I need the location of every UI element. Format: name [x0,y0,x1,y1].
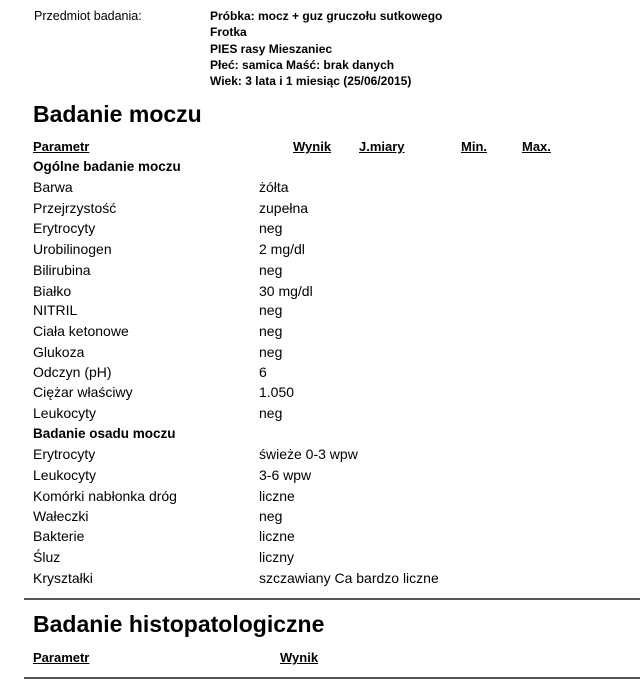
row-param: NITRIL [33,302,78,318]
row-param: Komórki nabłonka dróg [33,488,177,504]
col-header-max: Max. [522,139,551,154]
row-param: Ciężar właściwy [33,384,133,400]
group-title-sediment: Badanie osadu moczu [33,426,176,441]
row-value: 6 [259,364,267,380]
col-header-result: Wynik [293,139,332,154]
section-bottom-rule [24,677,640,679]
row-value: liczne [259,528,295,544]
row-param: Erytrocyty [33,220,96,236]
sex-color-line: Płeć: samica Maść: brak danych [210,58,395,72]
row-param: Odczyn (pH) [33,364,112,380]
col-header-unit: J.miary [359,139,405,154]
row-value: 2 mg/dl [259,241,305,257]
col-header-result-histo: Wynik [280,650,319,665]
row-value: neg [259,262,283,278]
row-value: 3-6 wpw [259,467,312,483]
row-param: Glukoza [33,344,85,360]
row-param: Leukocyty [33,467,97,483]
subject-label: Przedmiot badania: [34,9,142,23]
species-line: PIES rasy Mieszaniec [210,42,333,56]
row-value: 30 mg/dl [259,283,313,299]
row-param: Białko [33,283,72,299]
col-header-param: Parametr [33,139,90,154]
row-value: neg [259,344,283,360]
row-value: zupełna [259,200,309,216]
section-divider [24,598,640,600]
row-param: Bakterie [33,528,85,544]
row-value: liczne [259,488,295,504]
row-value: neg [259,405,283,421]
group-title-general: Ogólne badanie moczu [33,159,181,174]
row-param: Leukocyty [33,405,97,421]
row-value: 1.050 [259,384,295,400]
row-value: neg [259,323,283,339]
col-header-param-histo: Parametr [33,650,90,665]
row-param: Barwa [33,179,73,195]
row-param: Ciała ketonowe [33,323,129,339]
row-param: Erytrocyty [33,446,96,462]
col-header-min: Min. [461,139,487,154]
row-value: liczny [259,549,295,565]
row-param: Bilirubina [33,262,91,278]
age-line: Wiek: 3 lata i 1 miesiąc (25/06/2015) [210,74,412,88]
section-title-urinalysis: Badanie moczu [33,101,202,127]
row-value: neg [259,508,283,524]
row-value: żółta [259,179,289,195]
row-value: szczawiany Ca bardzo liczne [259,570,439,586]
row-param: Urobilinogen [33,241,112,257]
row-value: neg [259,220,283,236]
section-title-histopathology: Badanie histopatologiczne [33,611,325,637]
row-param: Śluz [33,549,61,565]
name-line: Frotka [210,25,247,39]
row-param: Przejrzystość [33,200,117,216]
row-value: świeże 0-3 wpw [259,446,358,462]
sample-line: Próbka: mocz + guz gruczołu sutkowego [210,9,443,23]
row-param: Kryształki [33,570,93,586]
row-value: neg [259,302,283,318]
row-param: Wałeczki [33,508,89,524]
